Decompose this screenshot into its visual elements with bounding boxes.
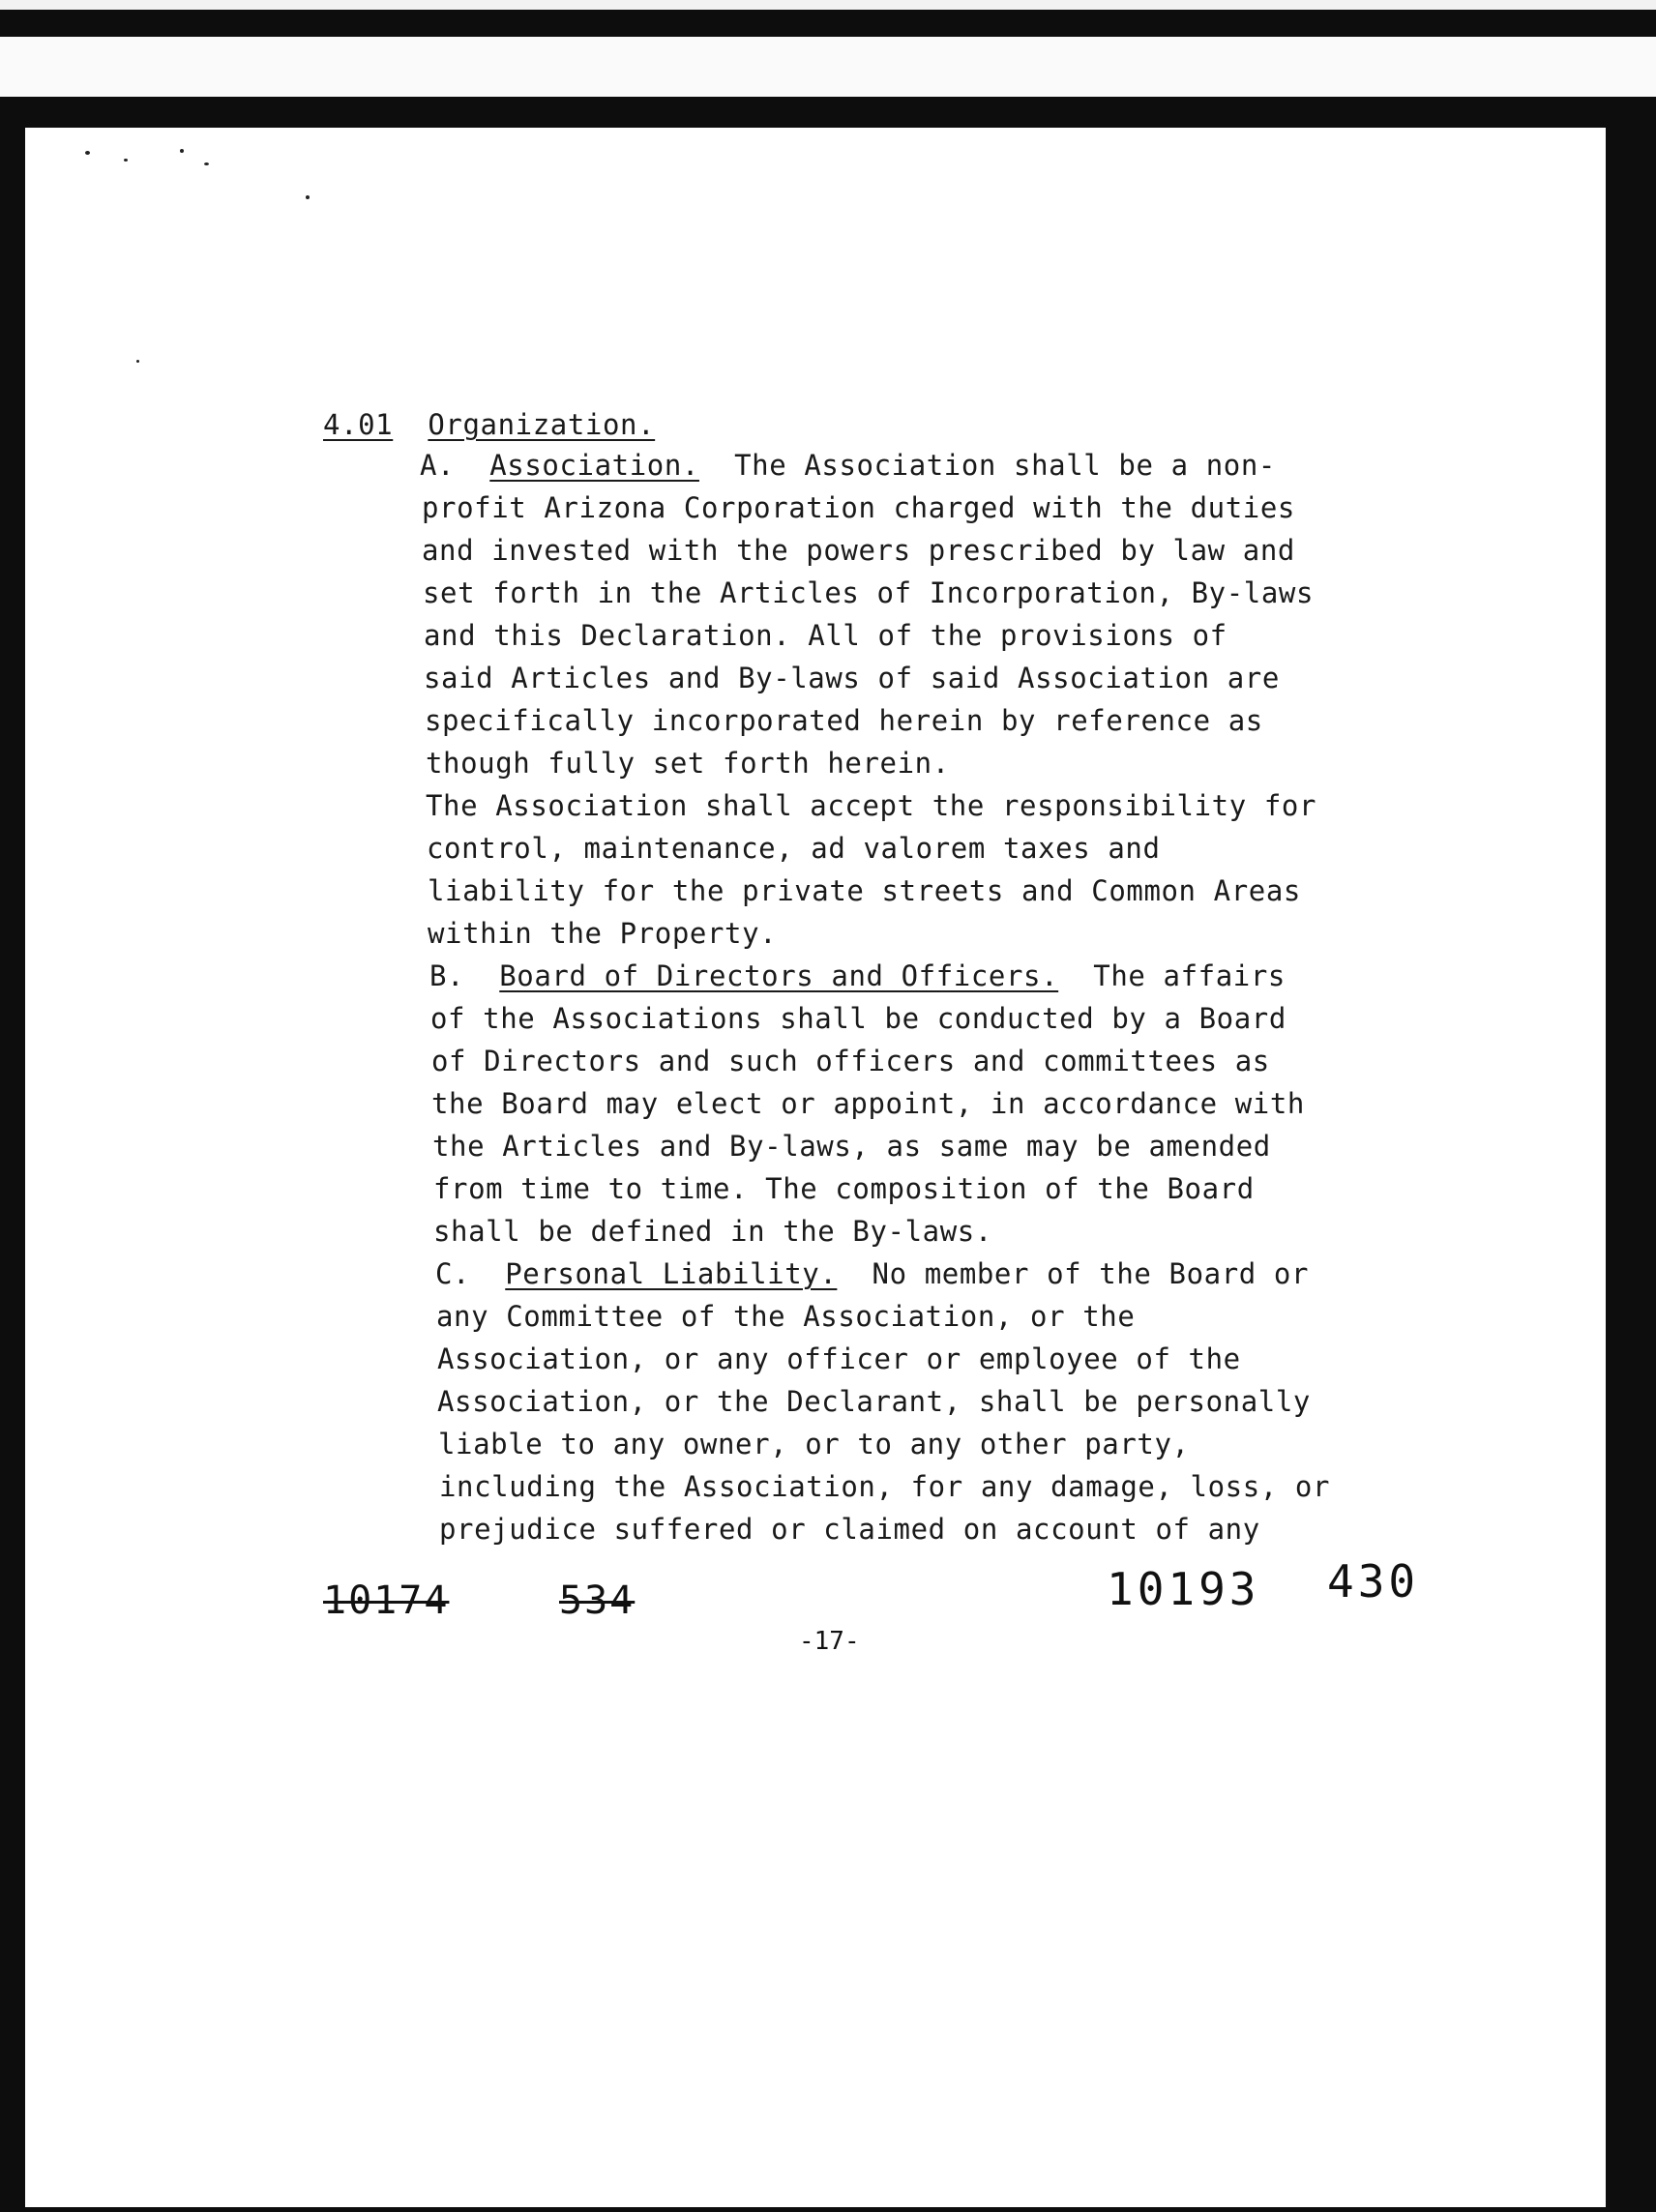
scan-speck [306, 195, 310, 199]
paragraph-a-line: profit Arizona Corporation charged with the duties [422, 491, 1295, 524]
scan-speck [124, 159, 128, 162]
paragraph-c-heading: Personal Liability. [505, 1257, 838, 1290]
paragraph-c-line: liable to any owner, or to any other party, [438, 1428, 1190, 1460]
paragraph-a-line: and this Declaration. All of the provisions of [424, 619, 1227, 652]
paragraph-a-line: though fully set forth herein. [426, 747, 950, 780]
paragraph-c-line: Association, or any officer or employee of the [437, 1342, 1241, 1375]
paragraph-a-marker: A. [420, 449, 456, 482]
paragraph-a-line: control, maintenance, ad valorem taxes and [427, 832, 1161, 865]
paragraph-a-line: The Association shall accept the responsibility for [426, 789, 1317, 822]
paragraph-a-line: liability for the private streets and Common Areas [428, 874, 1301, 907]
section-number: 4.01 [323, 408, 394, 441]
paragraph-a-line-1 [420, 449, 1276, 482]
recording-book-number: 10193 [1107, 1563, 1260, 1615]
paragraph-b-line: of the Associations shall be conducted by a Board [430, 1002, 1286, 1035]
paragraph-a-line: said Articles and By-laws of said Association are [424, 662, 1280, 694]
scan-speck [85, 151, 90, 155]
paragraph-c-line: prejudice suffered or claimed on account of any [439, 1513, 1260, 1546]
scan-speck [204, 162, 209, 165]
paragraph-a-heading: Association. [489, 449, 699, 482]
paragraph-b-line: of Directors and such officers and committees as [431, 1045, 1270, 1077]
paragraph-b-line: shall be defined in the By-laws. [433, 1215, 992, 1248]
scan-border-top [0, 0, 1656, 10]
scan-border-strip [0, 37, 1656, 97]
paragraph-c-text: No member of the Board or [872, 1257, 1310, 1290]
paragraph-a-line: within the Property. [428, 917, 778, 950]
scan-speck [136, 360, 139, 363]
paragraph-b-line: from time to time. The composition of the Board [433, 1172, 1255, 1205]
paragraph-a-line: specifically incorporated herein by reference as [425, 704, 1263, 737]
paragraph-a-line: and invested with the powers prescribed by law and [422, 534, 1295, 567]
paragraph-b-heading: Board of Directors and Officers. [499, 959, 1059, 992]
paragraph-b-line: the Board may elect or appoint, in accordance with [431, 1087, 1305, 1120]
struck-page-number: 534 [559, 1578, 636, 1623]
recording-page-number: 430 [1327, 1555, 1420, 1607]
paragraph-b-line: the Articles and By-laws, as same may be amended [432, 1130, 1271, 1163]
section-heading [323, 408, 655, 441]
scan-speck [180, 149, 184, 153]
paragraph-c-marker: C. [435, 1257, 471, 1290]
paragraph-a-line: set forth in the Articles of Incorporation, By-laws [423, 576, 1315, 609]
paragraph-b-line-1 [429, 959, 1286, 992]
struck-book-number: 10174 [323, 1578, 450, 1623]
paragraph-c-line-1 [435, 1257, 1309, 1290]
paragraph-a-text: The Association shall be a non- [734, 449, 1276, 482]
paragraph-c-line: any Committee of the Association, or the [436, 1300, 1136, 1333]
page-number: -17- [799, 1627, 860, 1656]
paragraph-c-line: Association, or the Declarant, shall be personally [437, 1385, 1311, 1418]
paragraph-c-line: including the Association, for any damage, loss, or [439, 1470, 1331, 1503]
document-page [25, 128, 1606, 2207]
paragraph-b-marker: B. [429, 959, 465, 992]
paragraph-b-text: The affairs [1093, 959, 1286, 992]
section-title: Organization. [428, 408, 656, 441]
